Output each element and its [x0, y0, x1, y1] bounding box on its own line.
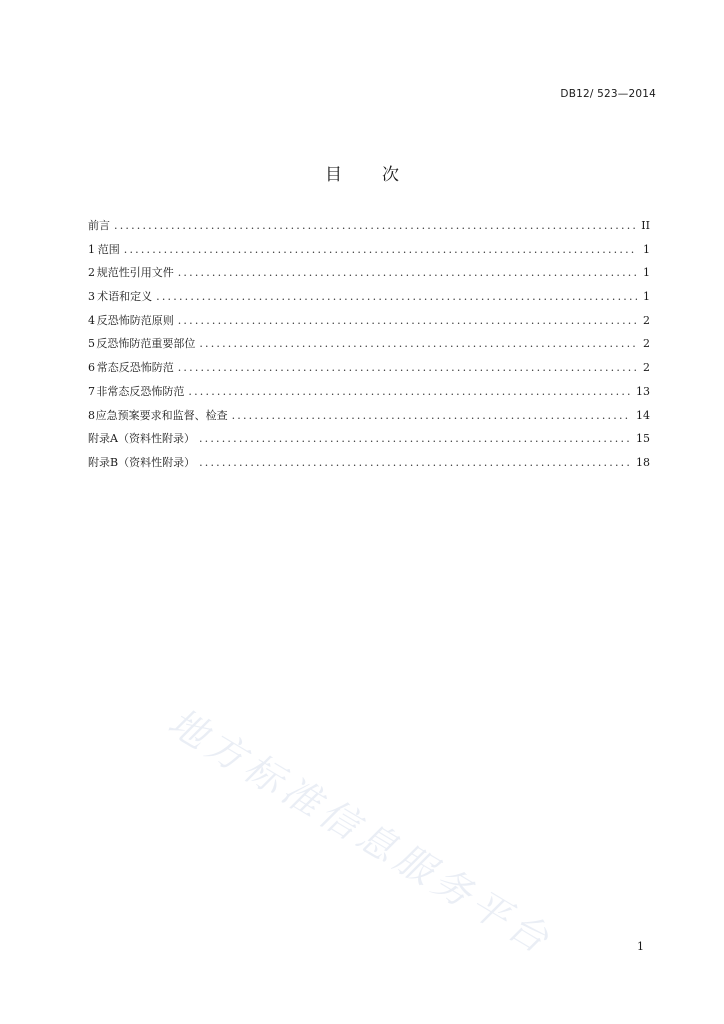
table-of-contents	[88, 217, 650, 478]
toc-entry-label: 附录A（资料性附录）	[88, 432, 195, 446]
toc-leader-dots	[232, 409, 630, 422]
toc-entry-key-locations[interactable]	[88, 335, 650, 359]
toc-entry-terms-definitions[interactable]	[88, 288, 650, 312]
toc-entry-page: 18	[636, 455, 650, 469]
toc-entry-normative-references[interactable]	[88, 264, 650, 288]
toc-entry-label: 术语和定义	[97, 290, 153, 304]
toc-entry-number: 6	[88, 361, 95, 375]
toc-leader-dots	[178, 361, 637, 374]
toc-entry-routine-prevention[interactable]	[88, 359, 650, 383]
toc-entry-label: 反恐怖防范重要部位	[96, 337, 196, 351]
document-code: DB12/ 523—2014	[560, 88, 656, 100]
toc-leader-dots	[156, 290, 637, 303]
toc-entry-page: 2	[643, 337, 650, 351]
toc-leader-dots	[114, 219, 635, 232]
toc-entry-appendix-b[interactable]	[88, 454, 650, 478]
toc-entry-principles[interactable]	[88, 312, 650, 336]
toc-entry-label: 规范性引用文件	[96, 266, 174, 280]
toc-entry-label: 非常态反恐怖防范	[96, 384, 185, 398]
toc-title	[0, 160, 724, 185]
toc-entry-label: 前言	[88, 219, 110, 232]
watermark: 地方标准信息服务平台	[160, 699, 561, 965]
toc-leader-dots	[199, 337, 637, 350]
toc-entry-label: 反恐怖防范原则	[96, 313, 174, 327]
toc-entry-page: II	[641, 219, 650, 232]
toc-title-part-1: 目	[325, 165, 342, 185]
toc-entry-number: 7	[88, 384, 95, 398]
toc-entry-page: 2	[643, 361, 650, 375]
toc-entry-scope[interactable]	[88, 241, 650, 265]
toc-leader-dots	[124, 243, 637, 256]
toc-entry-number: 8	[88, 408, 95, 422]
toc-entry-emergency-plan[interactable]	[88, 407, 650, 431]
page-number: 1	[637, 940, 644, 953]
toc-entry-appendix-a[interactable]	[88, 430, 650, 454]
toc-entry-page: 15	[636, 432, 650, 446]
toc-title-part-2: 次	[382, 165, 399, 185]
toc-entry-page: 1	[643, 266, 650, 280]
toc-entry-number: 3	[88, 290, 95, 304]
toc-entry-page: 1	[643, 242, 650, 256]
toc-entry-page: 14	[636, 408, 650, 422]
toc-entry-page: 2	[643, 313, 650, 327]
toc-entry-non-routine-prevention[interactable]	[88, 383, 650, 407]
toc-leader-dots	[178, 266, 637, 279]
toc-entry-foreword[interactable]	[88, 217, 650, 241]
toc-entry-number: 1	[88, 242, 95, 256]
toc-entry-number: 4	[88, 313, 95, 327]
toc-entry-number: 5	[88, 337, 95, 351]
toc-entry-label: 应急预案要求和监督、检查	[95, 408, 228, 422]
toc-leader-dots	[199, 456, 630, 469]
toc-leader-dots	[178, 314, 637, 327]
toc-entry-label: 范围	[97, 242, 120, 256]
toc-leader-dots	[188, 385, 630, 398]
toc-entry-page: 13	[636, 384, 650, 398]
toc-entry-number: 2	[88, 266, 95, 280]
toc-entry-label: 常态反恐怖防范	[96, 361, 174, 375]
toc-entry-label: 附录B（资料性附录）	[88, 455, 196, 469]
toc-entry-page: 1	[643, 290, 650, 304]
toc-leader-dots	[199, 432, 630, 445]
